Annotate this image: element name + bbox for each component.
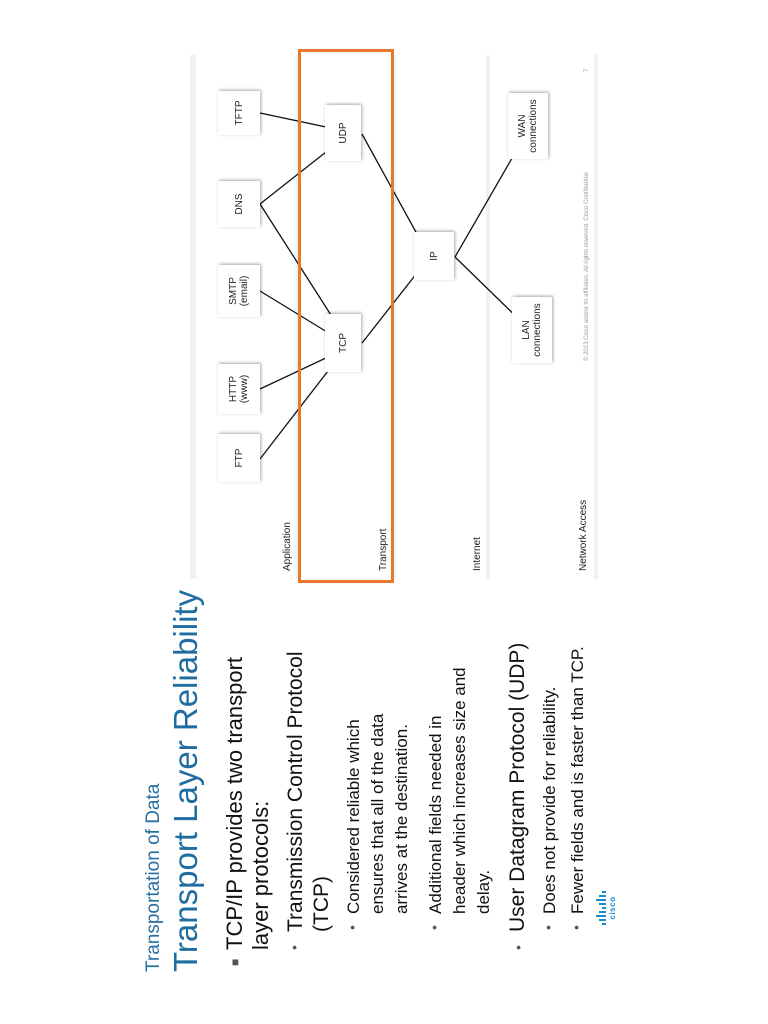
cisco-logo-bars-icon [596,888,606,928]
box-tftp: TFTP [218,91,260,135]
bullet-marker: • [540,925,556,930]
bullet-tcp-sub1-line3: arrives at the destination. [392,724,411,914]
bullet-marker: • [426,925,442,930]
layer-label-transport: Transport [378,528,389,571]
bullet-marker: ■ [228,958,242,966]
bullet-tcp-line1: Transmission Control Protocol [284,651,307,932]
box-dns: DNS [218,181,260,227]
tcpip-diagram [190,55,598,579]
copyright-text: © 2013 Cisco and/or its affiliates. All rights reserved. Cisco Confidential [584,172,590,361]
bullet-intro-line1: TCP/IP provides two transport [222,656,247,950]
bullet-tcp-sub2-line1: Additional fields needed in [426,715,445,914]
box-smtp: SMTP (email) [218,265,260,317]
bullet-tcp-line2: (TCP) [310,876,333,932]
layer-label-internet: Internet [472,537,483,571]
page-title: Transport Layer Reliability [167,589,204,972]
cisco-logo [596,888,622,928]
box-tcp: TCP [325,314,361,372]
bullet-tcp-sub2-line3: delay. [474,869,493,914]
section-subtitle: Transportation of Data [143,783,164,972]
bullet-tcp-sub2-line2: header which increases size and [450,667,469,914]
box-ip: IP [414,232,454,280]
bullet-marker: • [344,925,360,930]
box-wan: WAN connections [508,93,548,159]
bullet-marker: • [286,945,302,950]
bullet-tcp-sub1-line1: Considered reliable which [344,719,363,914]
bullet-udp-line1: User Datagram Protocol (UDP) [506,642,529,932]
layer-label-application: Application [282,522,293,571]
transport-highlight-frame [298,49,394,583]
box-udp: UDP [325,105,361,161]
box-lan: LAN connections [512,297,552,363]
page-number: 7 [584,68,590,72]
bullet-marker: • [510,945,526,950]
bullet-marker: • [568,925,584,930]
box-http: HTTP (www) [218,364,260,414]
bullet-intro-line2: layer protocols: [248,800,273,950]
box-ftp: FTP [218,434,260,482]
bullet-udp-sub2: Fewer fields and is faster than TCP. [568,646,587,914]
layer-label-network-access: Network Access [578,499,589,571]
bullet-tcp-sub1-line2: ensures that all of the data [368,713,387,914]
cisco-logo-text: cisco [608,896,617,920]
bullet-udp-sub1: Does not provide for reliability. [540,686,559,914]
